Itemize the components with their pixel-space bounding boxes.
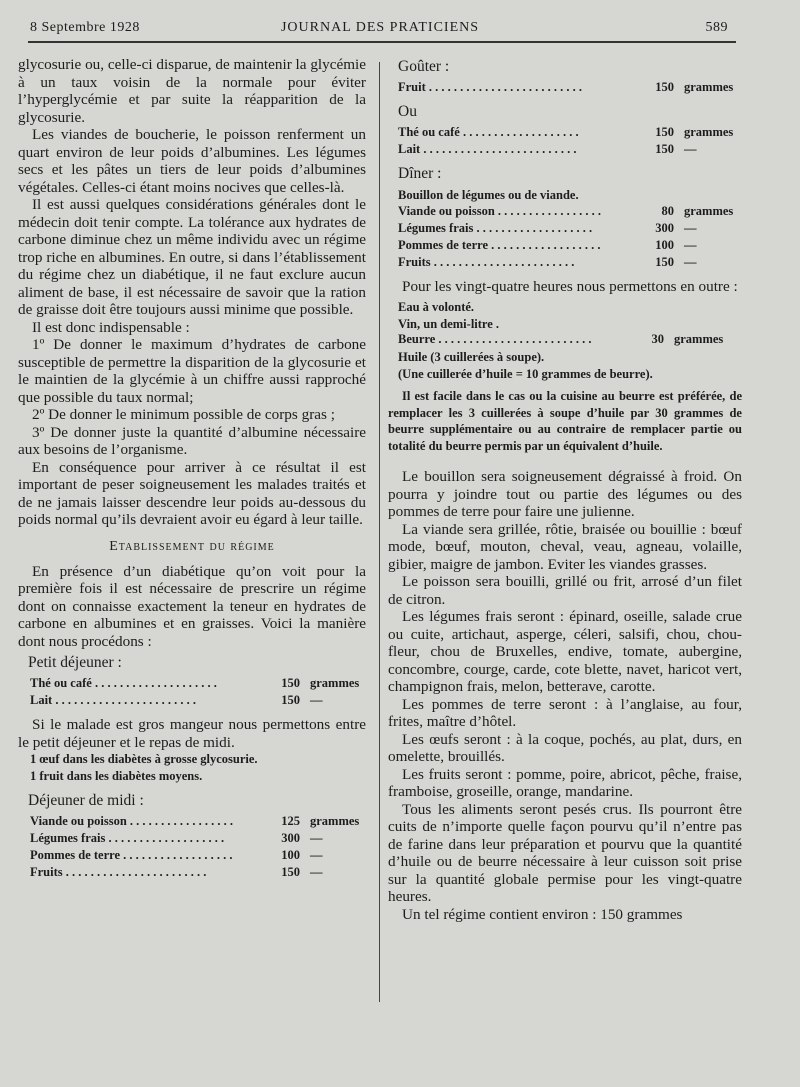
ration-unit: grammes: [684, 125, 734, 139]
paragraph: 3º De donner juste la quantité d’albumine nécessaire aux besoins de l’organisme.: [18, 423, 366, 458]
ration-item: Pommes de terre . . . . . . . . . . . . . . . . . .: [30, 848, 233, 862]
meal-title: Goûter :: [398, 58, 450, 75]
ration-qty: 100: [281, 848, 300, 862]
meal-title: Déjeuner de midi :: [28, 792, 144, 809]
table-row: [30, 814, 370, 831]
substitution-note: Il est facile dans le cas ou la cuisine au beurre est préférée, de remplacer les 3 cuillerées à soupe d’huile par 30 grammes de beurre supplémentaire ou au contraire de remplacer partie ou totalité du beurre permis par un équivalent d’huile.: [388, 389, 742, 453]
ration-unit: grammes: [674, 332, 724, 346]
ration-item: Viande ou poisson . . . . . . . . . . . . . . . . .: [30, 814, 234, 828]
ration-item: Fruit . . . . . . . . . . . . . . . . . . . . . . . . .: [398, 80, 583, 94]
ration-unit: —: [310, 865, 323, 879]
table-row: [30, 676, 370, 693]
paragraph: Les légumes frais seront : épinard, oseille, salade crue ou cuite, artichaut, asperge, céleri, salsifi, chou, chou-fleur, chou de Bruxelles, endive, tomate, aubergine, concombre, courge, carde, cote blette, navet, haricot vert, champignon frais, melon, betterave, carotte.: [388, 608, 742, 695]
ration-unit: —: [684, 254, 697, 269]
allowance-list: [398, 299, 742, 382]
ration-item: Thé ou café . . . . . . . . . . . . . . . . . . . .: [30, 676, 217, 690]
header-rule: [28, 41, 736, 43]
ration-item: Fruits . . . . . . . . . . . . . . . . . . . . . . .: [398, 254, 575, 269]
table-row: [398, 204, 742, 221]
paragraph: En conséquence pour arriver à ce résultat il est important de peser soigneusement les malades traités et de ne jamais laisser descendre leur poids au-dessous du poids normal qu’ils devraient avoir eu égard à leur taille.: [18, 458, 366, 528]
ration-qty: 300: [655, 220, 674, 235]
meal-title: Dîner :: [398, 165, 442, 182]
table-row: [30, 865, 370, 882]
ration-item: Légumes frais . . . . . . . . . . . . . . . . . . .: [30, 831, 225, 845]
extra-line: 1 œuf dans les diabètes à grosse glycosurie.: [30, 752, 258, 766]
left-column: [18, 56, 366, 882]
ration-unit: grammes: [684, 203, 734, 218]
paragraph: Les viandes de boucherie, le poisson renferment un quart environ de leur poids d’albumines. Les légumes secs et les pâtes un tiers de leur poids d’albumines végétales. Celles-ci étant moins nocives que celles-là.: [18, 126, 366, 196]
paragraph: Les pommes de terre seront : à l’anglaise, au four, frites, maître d’hôtel.: [388, 695, 742, 730]
ration-unit: —: [684, 237, 697, 252]
table-row: [398, 142, 742, 159]
paragraph: Il est donc indispensable :: [32, 318, 190, 336]
ration-item: Lait . . . . . . . . . . . . . . . . . . . . . . . . .: [398, 142, 577, 156]
ration-qty: 300: [281, 831, 300, 845]
ration-qty: 150: [281, 865, 300, 879]
journal-title: JOURNAL DES PRATICIENS: [280, 20, 480, 35]
table-row: [30, 848, 370, 865]
paragraph: Les œufs seront : à la coque, pochés, au plat, durs, en omelette, brouillés.: [388, 730, 742, 765]
table-row: [398, 238, 742, 255]
page-header: [30, 18, 730, 38]
ration-unit: —: [684, 142, 697, 156]
allowance-eau: Eau à volonté.: [398, 300, 475, 314]
paragraph: 1º De donner le maximum d’hydrates de carbone susceptible de permettre la disparition de la glycosurie et le maintien de la glycémie à un chiffre aussi rapproché que possible du taux normal;: [18, 336, 366, 406]
ration-qty: 150: [655, 80, 674, 94]
meal-title: Petit déjeuner :: [28, 654, 122, 671]
ration-item: Fruits . . . . . . . . . . . . . . . . . . . . . . .: [30, 865, 207, 879]
ration-qty: 80: [661, 203, 674, 218]
paragraph: Le poisson sera bouilli, grillé ou frit, arrosé d’un filet de citron.: [388, 573, 742, 608]
ration-qty: 100: [655, 237, 674, 252]
paragraph: En présence d’un diabétique qu’on voit pour la première fois il est nécessaire de prescrire un régime dont on connaisse exactement la teneur en hydrates de carbone en albumines et en graisses. Voici la manière dont nous procédons :: [18, 562, 366, 650]
page-number: 589: [705, 20, 728, 35]
ration-qty: 150: [281, 676, 300, 690]
table-row: [398, 255, 742, 272]
table-row: [398, 332, 742, 349]
table-row: [398, 221, 742, 238]
allowance-vin: Vin, un demi-litre .: [398, 316, 500, 331]
paragraph: Un tel régime contient environ : 150 grammes: [402, 905, 683, 923]
ration-qty: 150: [655, 142, 674, 156]
ration-table: [398, 204, 742, 272]
paragraph: 2º De donner le minimum possible de corps gras ;: [32, 406, 335, 423]
ration-qty: 150: [281, 693, 300, 707]
paragraph: La viande sera grillée, rôtie, braisée ou bouillie : bœuf mode, bœuf, mouton, cheval, veau, agneau, volaille, gibier, maigre de jambon. Eviter les viandes grasses.: [388, 520, 742, 573]
ration-unit: —: [310, 848, 323, 862]
table-row: [398, 80, 742, 97]
ration-unit: —: [684, 220, 697, 235]
right-column: [388, 56, 742, 923]
ration-qty: 30: [651, 332, 664, 346]
paragraph: Pour les vingt-quatre heures nous permettons en outre :: [402, 277, 738, 295]
paragraph: Il est aussi quelques considérations générales dont le médecin doit tenir compte. La tolérance aux hydrates de carbone diminue chez un même individu avec un régime trop riche en albumines. En outre, si dans l’établissement du régime chez un diabétique, il ne faut exclure aucun aliment de base, il est nécessaire de savoir que la ration de graisse doit être toujours aussi minime que possible.: [18, 196, 366, 318]
ration-unit: grammes: [310, 814, 360, 828]
allowance-huile-note: (Une cuillerée d’huile = 10 grammes de beurre).: [398, 366, 653, 381]
ration-table: [398, 80, 742, 97]
ration-qty: 150: [655, 254, 674, 269]
ration-table: [398, 332, 742, 349]
ration-item: Légumes frais . . . . . . . . . . . . . . . . . . .: [398, 220, 593, 235]
table-row: [398, 125, 742, 142]
ration-unit: —: [310, 693, 323, 707]
ration-item: Lait . . . . . . . . . . . . . . . . . . . . . . .: [30, 693, 196, 707]
ration-table: [398, 125, 742, 159]
table-row: [30, 831, 370, 848]
allowance-huile: Huile (3 cuillerées à soupe).: [398, 350, 545, 364]
paragraph: Le bouillon sera soigneusement dégraissé à froid. On pourra y joindre tout ou partie des légumes ou des pommes de terre pour faire une julienne.: [388, 468, 742, 520]
ration-table: [30, 676, 370, 710]
ration-item: Viande ou poisson . . . . . . . . . . . . . . . . .: [398, 203, 602, 218]
ration-item: Thé ou café . . . . . . . . . . . . . . . . . . .: [398, 125, 579, 139]
ration-qty: 125: [281, 814, 300, 828]
ration-unit: grammes: [310, 676, 360, 690]
ration-qty: 150: [655, 125, 674, 139]
table-row: [30, 693, 370, 710]
paragraph: Si le malade est gros mangeur nous permettons entre le petit déjeuner et le repas de midi.: [18, 716, 366, 751]
ration-unit: grammes: [684, 80, 734, 94]
section-title: Etablissement du régime: [109, 538, 275, 554]
column-divider: [379, 62, 380, 1002]
extra-line: 1 fruit dans les diabètes moyens.: [30, 768, 203, 783]
meal-title: Ou: [398, 103, 417, 120]
paragraph: Tous les aliments seront pesés crus. Ils pourront être cuits de n’importe quelle façon pourvu qu’il n’entre pas de farine dans leur préparation et pourvu que la quantité d’huile ou de beurre nécessaire à leur cuisson soit prise sur la quantité globale permise pour les vingt-quatre heures.: [388, 800, 742, 905]
ration-table: [30, 814, 370, 882]
ration-item: Beurre . . . . . . . . . . . . . . . . . . . . . . . . .: [398, 332, 592, 346]
paragraph: Les fruits seront : pomme, poire, abricot, pêche, fraise, framboise, groseille, orange, mandarine.: [388, 765, 742, 800]
diner-bouillon: Bouillon de légumes ou de viande.: [398, 188, 579, 202]
paragraph: glycosurie ou, celle-ci disparue, de maintenir la glycémie à un taux voisin de la normale pour éviter l’hyperglycémie et par suite la réapparition de la glycosurie.: [18, 56, 366, 126]
issue-date: 8 Septembre 1928: [30, 20, 140, 35]
ration-unit: —: [310, 831, 323, 845]
ration-item: Pommes de terre . . . . . . . . . . . . . . . . . .: [398, 237, 601, 252]
